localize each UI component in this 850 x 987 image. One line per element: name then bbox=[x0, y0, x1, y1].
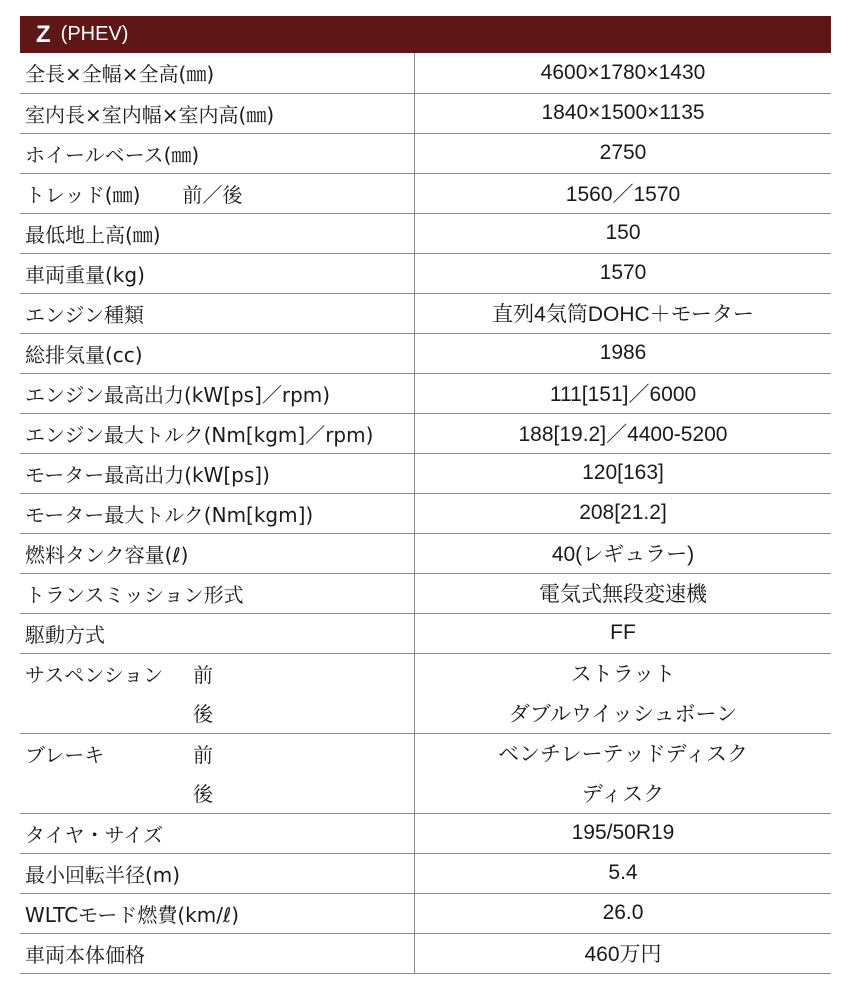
spec-value: 1560／1570 bbox=[415, 173, 832, 213]
spec-position: 前 bbox=[193, 662, 213, 687]
powertrain-type: (PHEV) bbox=[60, 23, 129, 45]
spec-value: 1986 bbox=[415, 333, 832, 373]
spec-row bbox=[20, 853, 831, 893]
spec-value: 1570 bbox=[415, 253, 832, 293]
spec-label: トランスミッション形式 bbox=[20, 573, 415, 613]
grade-name: Z bbox=[36, 20, 51, 48]
spec-label: トレッド(㎜) bbox=[25, 182, 141, 207]
spec-label: サスペンション bbox=[25, 662, 164, 687]
spec-row bbox=[20, 693, 831, 733]
spec-value: 460万円 bbox=[415, 933, 832, 973]
spec-row bbox=[20, 773, 831, 813]
spec-value: 4600×1780×1430 bbox=[540, 60, 706, 84]
spec-label: 室内長×室内幅×室内高(㎜) bbox=[20, 93, 415, 133]
spec-position: 後 bbox=[193, 782, 213, 807]
spec-sheet bbox=[20, 16, 831, 974]
spec-label: 駆動方式 bbox=[20, 613, 415, 653]
spec-row bbox=[20, 573, 831, 613]
spec-row bbox=[20, 333, 831, 373]
spec-label-cell bbox=[20, 173, 415, 213]
spec-label: 最低地上高(㎜) bbox=[20, 213, 415, 253]
spec-row bbox=[20, 493, 831, 533]
spec-label: ブレーキ bbox=[25, 742, 105, 767]
spec-row bbox=[20, 613, 831, 653]
spec-label: 車両本体価格 bbox=[20, 933, 415, 973]
spec-label: 総排気量(cc) bbox=[20, 333, 415, 373]
spec-value: 電気式無段変速機 bbox=[415, 573, 832, 613]
spec-value: 直列4気筒DOHC＋モーター bbox=[415, 293, 832, 333]
spec-row bbox=[20, 453, 831, 493]
spec-label: 車両重量(kg) bbox=[20, 253, 415, 293]
spec-value: 40(レギュラー) bbox=[415, 533, 832, 573]
spec-label: 最小回転半径(m) bbox=[20, 853, 415, 893]
spec-row bbox=[20, 53, 831, 93]
spec-row bbox=[20, 413, 831, 453]
spec-row bbox=[20, 213, 831, 253]
spec-label: エンジン最大トルク(Nm[kgm]／rpm) bbox=[20, 413, 415, 453]
spec-row bbox=[20, 133, 831, 173]
spec-row bbox=[20, 373, 831, 413]
spec-value: 120[163] bbox=[415, 453, 832, 493]
spec-label: エンジン種類 bbox=[20, 293, 415, 333]
spec-label: 全長×全幅×全高(㎜) bbox=[20, 53, 415, 93]
spec-row bbox=[20, 733, 831, 773]
spec-label: WLTCモード燃費(km/ℓ) bbox=[20, 893, 415, 933]
spec-value: 5.4 bbox=[415, 853, 832, 893]
spec-row bbox=[20, 93, 831, 133]
spec-value: ディスク bbox=[581, 782, 665, 806]
spec-table bbox=[20, 53, 831, 974]
spec-row bbox=[20, 933, 831, 973]
spec-row bbox=[20, 173, 831, 213]
spec-value: 188[19.2]／4400-5200 bbox=[415, 413, 832, 453]
spec-value: 26.0 bbox=[415, 893, 832, 933]
spec-row bbox=[20, 813, 831, 853]
spec-label-cell bbox=[20, 653, 415, 693]
grade-header bbox=[20, 16, 831, 53]
spec-value: FF bbox=[415, 613, 832, 653]
spec-label: 燃料タンク容量(ℓ) bbox=[20, 533, 415, 573]
spec-label: モーター最高出力(kW[ps]) bbox=[20, 453, 415, 493]
spec-row bbox=[20, 533, 831, 573]
spec-value: 195/50R19 bbox=[415, 813, 832, 853]
spec-label: ホイールベース(㎜) bbox=[20, 133, 415, 173]
spec-row bbox=[20, 893, 831, 933]
spec-row bbox=[20, 253, 831, 293]
spec-position: 後 bbox=[193, 702, 213, 727]
spec-value: 1840×1500×1135 bbox=[415, 93, 832, 133]
spec-position: 前 bbox=[193, 742, 213, 767]
spec-label: モーター最大トルク(Nm[kgm]) bbox=[20, 493, 415, 533]
spec-label-cell bbox=[20, 773, 415, 813]
spec-label: エンジン最高出力(kW[ps]／rpm) bbox=[20, 373, 415, 413]
spec-value: ストラット bbox=[415, 653, 832, 693]
spec-value: 111[151]／6000 bbox=[415, 373, 832, 413]
spec-value: 2750 bbox=[415, 133, 832, 173]
spec-label: タイヤ・サイズ bbox=[20, 813, 415, 853]
spec-value: 150 bbox=[415, 213, 832, 253]
spec-value: 208[21.2] bbox=[415, 493, 832, 533]
spec-label-cell bbox=[20, 733, 415, 773]
spec-row bbox=[20, 293, 831, 333]
spec-label-cell bbox=[20, 693, 415, 733]
spec-value: ベンチレーテッドディスク bbox=[415, 733, 832, 773]
spec-value: ダブルウイッシュボーン bbox=[508, 702, 738, 726]
spec-row bbox=[20, 653, 831, 693]
spec-sublabel: 前／後 bbox=[182, 182, 243, 207]
